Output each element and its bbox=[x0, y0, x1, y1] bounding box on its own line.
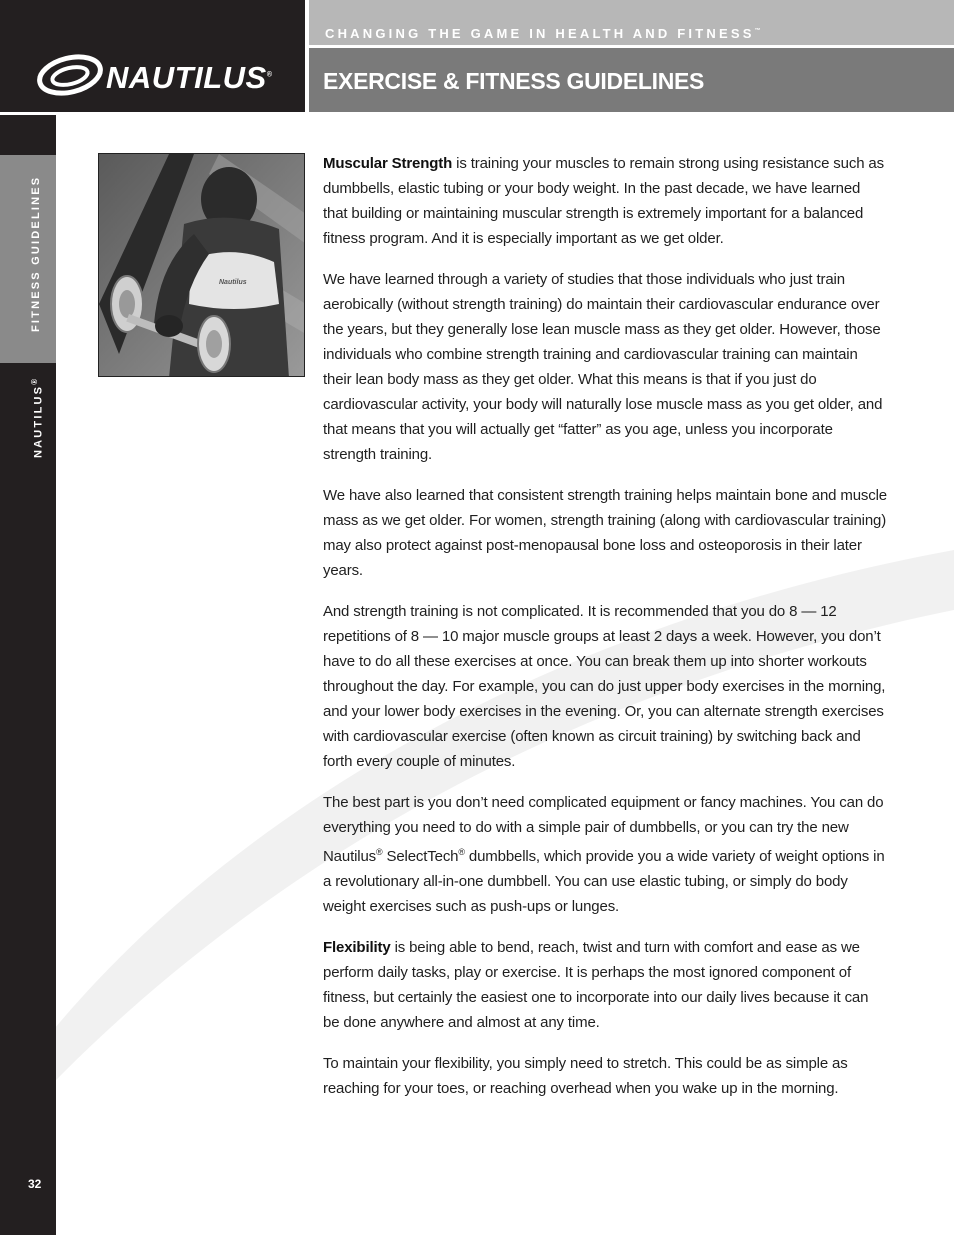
page-title: EXERCISE & FITNESS GUIDELINES bbox=[323, 68, 705, 94]
title-bar bbox=[309, 48, 954, 112]
paragraph: The best part is you don’t need complicated equipment or fancy machines. You can do everything you need to do with a simple pair of dumbbells, or you can try the new Nautilus® SelectTech® dumbbells, which provide you a wide variety of weight options in a revolutionary all-in-one dumbbell. You can use elastic tubing, or simply do body weight exercises such as push-ups or lunges. bbox=[323, 794, 885, 915]
brand-logo-block bbox=[0, 0, 305, 112]
sidebar-section-label: FITNESS GUIDELINES bbox=[30, 175, 42, 332]
paragraph: And strength training is not complicated. It is recommended that you do 8 — 12 repetitions of 8 — 10 major muscle groups at least 2 days a week. However, you don’t have to do all these exercises at once. You can break them up into shorter workouts throughout the day. For example, you can do just upper body exercises in the morning, and your lower body exercises in the evening. Or, you can alternate strength exercises with cardiovascular exercise (often known as circuit training) by switching back and forth every couple of minutes. bbox=[323, 603, 886, 770]
term-flexibility: Flexibility bbox=[323, 939, 391, 956]
shirt-logo-text: Nautilus bbox=[219, 279, 247, 286]
paragraph: To maintain your flexibility, you simply need to stretch. This could be as simple as reaching for your toes, or reaching overhead when you wake up in the morning. bbox=[323, 1055, 848, 1097]
tagline-text: CHANGING THE GAME IN HEALTH AND FITNESS™ bbox=[325, 26, 761, 41]
term-muscular-strength: Muscular Strength bbox=[323, 155, 453, 172]
sidebar-brand-label: NAUTILUS® bbox=[30, 376, 45, 458]
nautilus-swirl-icon bbox=[36, 50, 106, 100]
tagline-bar bbox=[309, 0, 954, 45]
paragraph-muscular-strength: Muscular Strength is training your muscles to remain strong using resistance such as dumbbells, elastic tubing or your body weight. In the past decade, we have learned that building or maintaining muscular strength is extremely important for a balanced fitness program. And it is especially important as we get older. bbox=[323, 155, 884, 247]
brand-wordmark: NAUTILUS® bbox=[106, 60, 273, 95]
paragraph-flexibility: Flexibility is being able to bend, reach, twist and turn with comfort and ease as we perform daily tasks, play or exercise. It is perhaps the most ignored component of fitness, but certainly the easiest one to incorporate into our daily lives because it can be done anywhere and almost at any time. bbox=[323, 939, 869, 1031]
article-body bbox=[323, 151, 888, 1117]
photo-illustration bbox=[99, 154, 305, 377]
page-number: 32 bbox=[28, 1177, 42, 1191]
paragraph: We have also learned that consistent strength training helps maintain bone and muscle mass as we get older. For women, strength training (along with cardiovascular training) may also protect against post-menopausal bone loss and osteoporosis in their later years. bbox=[323, 487, 887, 579]
woman-lifting-dumbbell-photo bbox=[98, 153, 305, 377]
section-tab-fitness-guidelines bbox=[0, 155, 56, 363]
paragraph: We have learned through a variety of studies that those individuals who just train aerobically (without strength training) do maintain their cardiovascular endurance over the years, but they generally lose lean muscle mass as they get older. However, those individuals who combine strength training and cardiovascular training can maintain their lean body mass as they get older. What this means is that if you just do cardiovascular activity, your body will naturally lose muscle mass as you get older, and that means that you will actually get “fatter” as you age, unless you incorporate strength training. bbox=[323, 271, 883, 463]
